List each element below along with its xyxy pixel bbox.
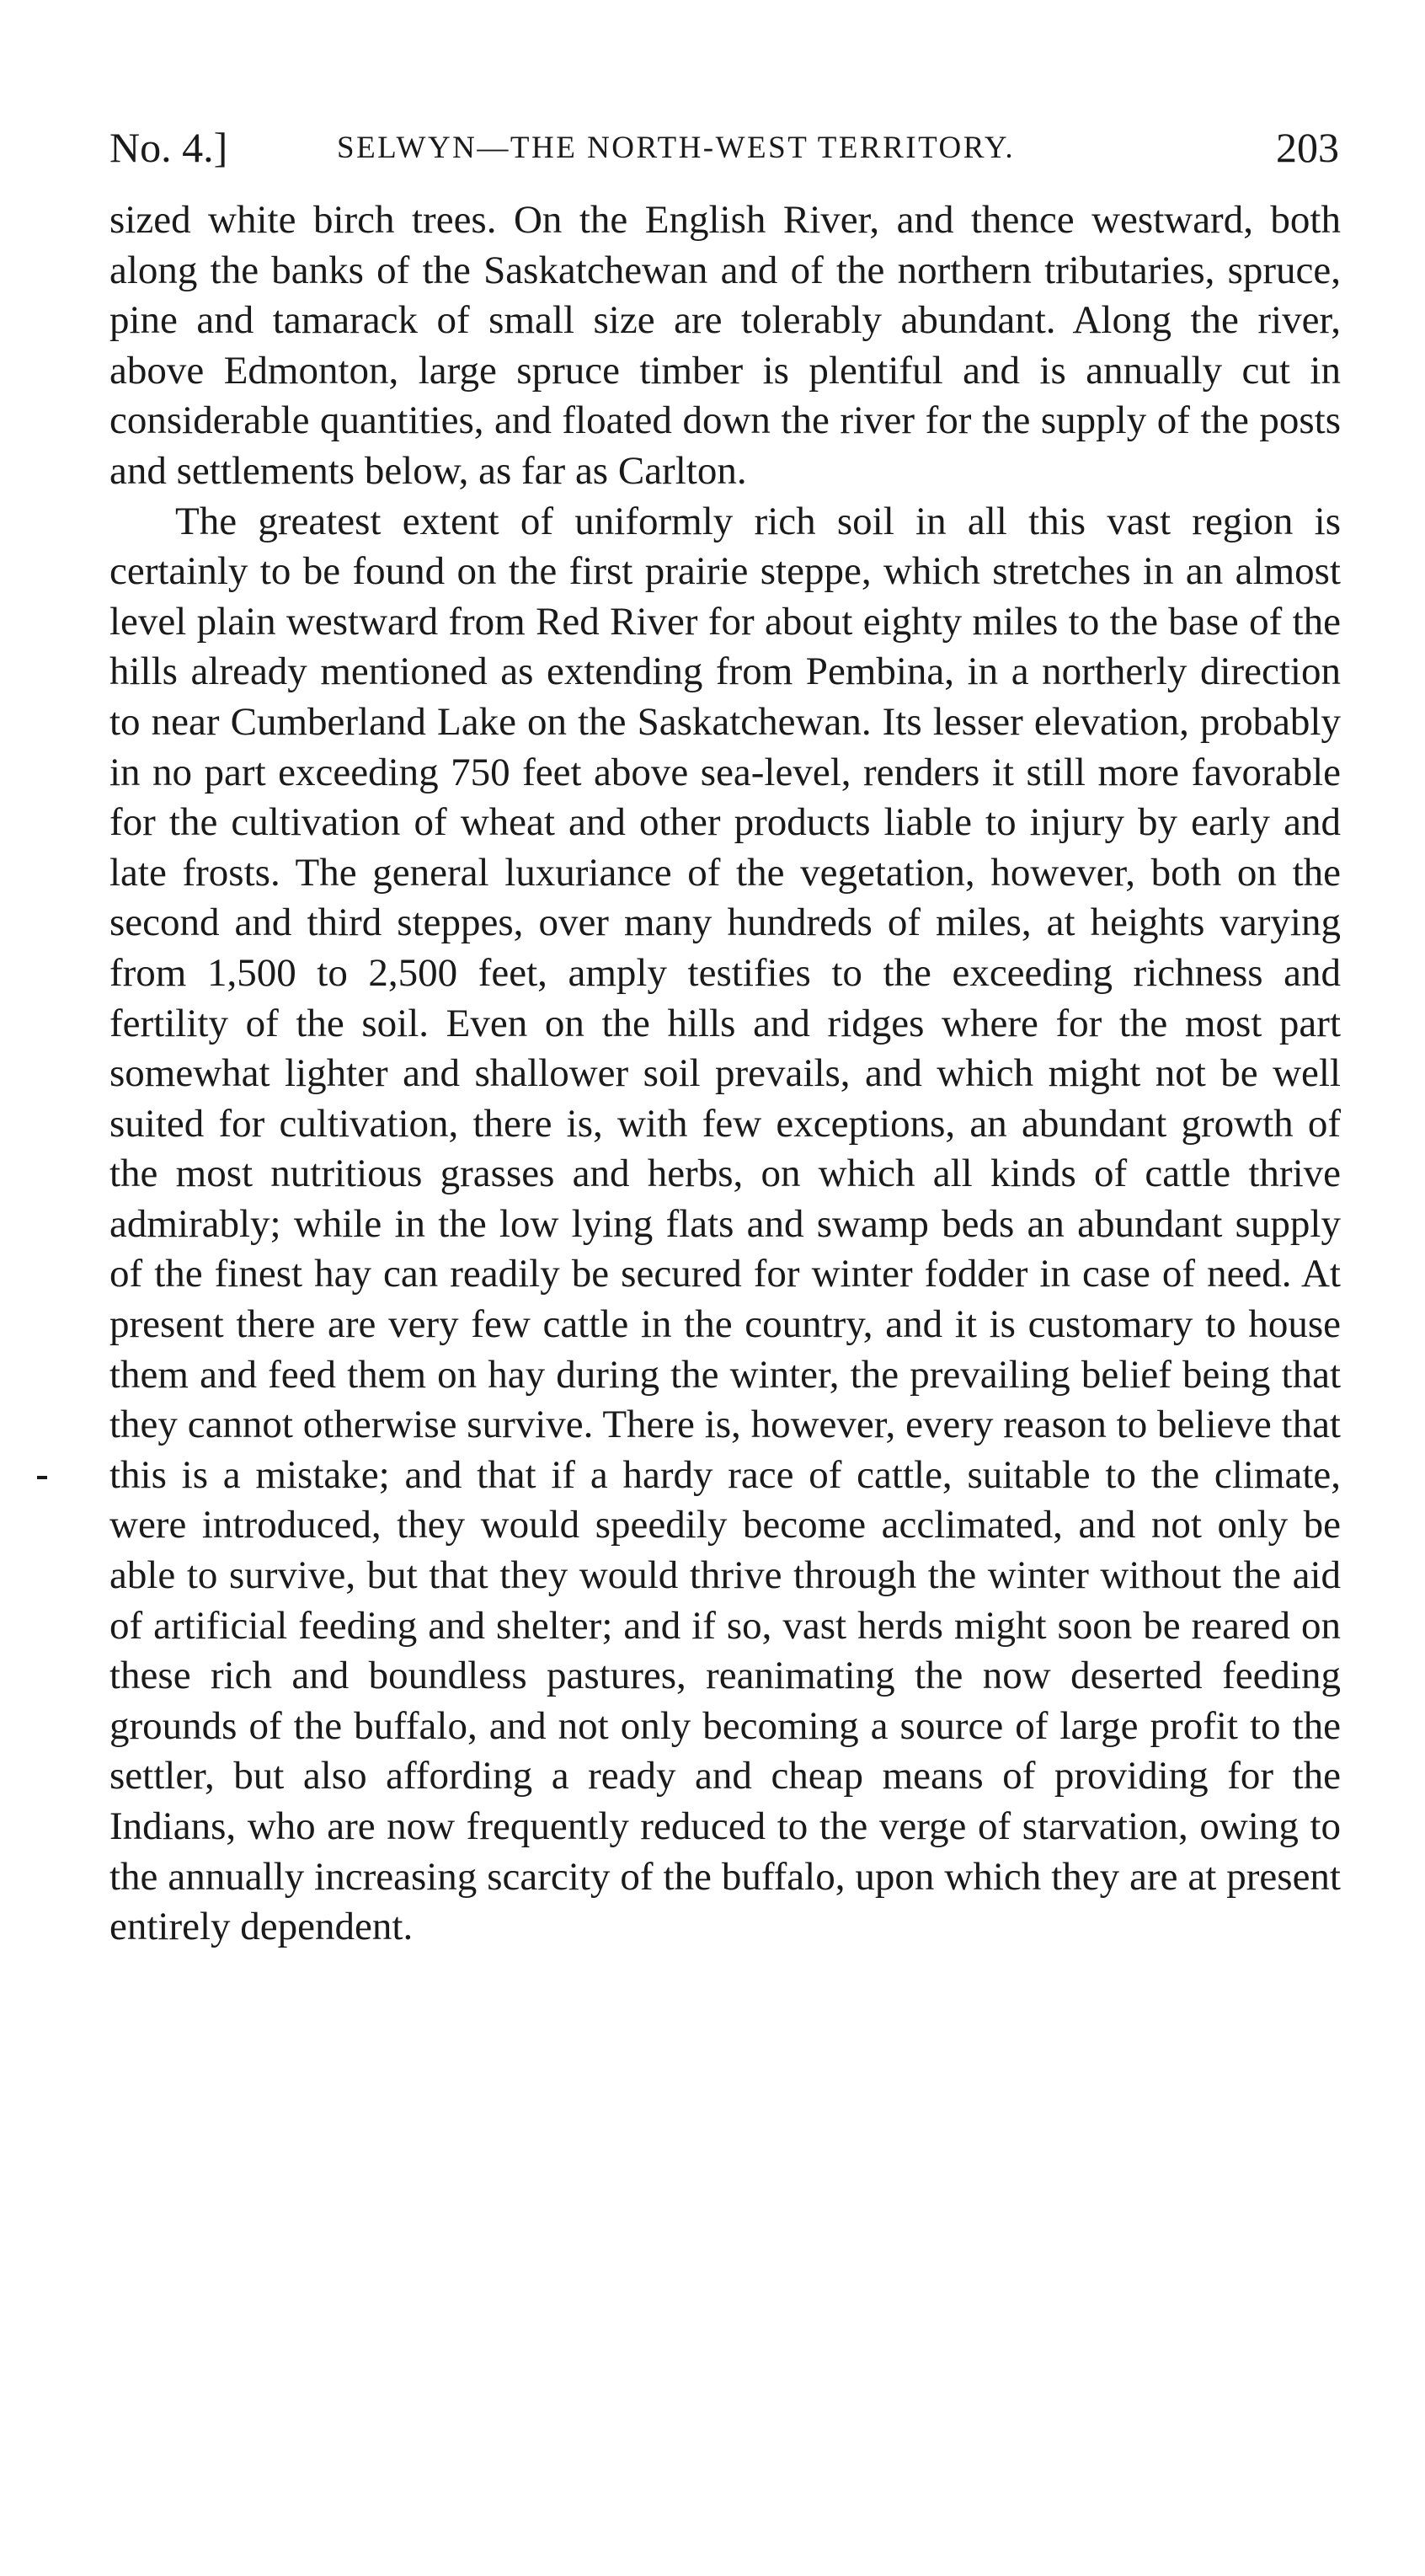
issue-number: No. 4.] bbox=[109, 124, 228, 171]
running-header bbox=[109, 118, 1339, 177]
margin-mark bbox=[37, 1476, 47, 1479]
paragraph-soil: The greatest extent of uniformly rich soil in all this vast region is certainly to be found on the first prairie steppe, which stretches in an almost level plain westward from Red River for about eighty miles to the base of the hills already mentioned as extending from Pembina, in a northerly direction to near Cumberland Lake on the Saskatchewan. Its lesser elevation, probably in no part exceeding 750 feet above sea-level, renders it still more favorable for the cultivation of wheat and other products liable to injury by early and late frosts. The general luxuriance of the vegetation, however, both on the second and third steppes, over many hundreds of miles, at heights varying from 1,500 to 2,500 feet, amply testifies to the exceeding richness and fertility of the soil. Even on the hills and ridges where for the most part somewhat lighter and shallower soil prevails, and which might not be well suited for cultivation, there is, with few exceptions, an abundant growth of the most nutritious grasses and herbs, on which all kinds of cattle thrive admirably; while in the low lying flats and swamp beds an abundant supply of the finest hay can readily be secured for winter fodder in case of need. At present there are very few cattle in the country, and it is customary to house them and feed them on hay during the winter, the prevailing belief being that they cannot otherwise survive. There is, however, every reason to believe that this is a mistake; and that if a hardy race of cattle, suitable to the climate, were introduced, they would speedily become acclimated, and not only be able to survive, but that they would thrive through the winter without the aid of artificial feeding and shelter; and if so, vast herds might soon be reared on these rich and boundless pastures, reanimating the now deserted feeding grounds of the buffalo, and not only becoming a source of large profit to the settler, but also affording a ready and cheap means of providing for the Indians, who are now frequently reduced to the verge of starvation, owing to the annually increasing scarcity of the buffalo, upon which they are at present entirely dependent. bbox=[109, 499, 1341, 1949]
running-title: SELWYN—THE NORTH-WEST TERRITORY. bbox=[337, 131, 1016, 165]
body-text bbox=[109, 195, 1341, 1953]
paragraph-continued: sized white birch trees. On the English River, and thence westward, both along the banks of the Saskatchewan and of the northern tributaries, spruce, pine and tamarack of small size are tolerably abundant. Along the river, above Edmonton, large spruce timber is plentiful and is annually cut in considerable quantities, and floated down the river for the supply of the posts and settlements below, as far as Carlton. bbox=[109, 198, 1341, 493]
page-number: 203 bbox=[1276, 124, 1339, 171]
